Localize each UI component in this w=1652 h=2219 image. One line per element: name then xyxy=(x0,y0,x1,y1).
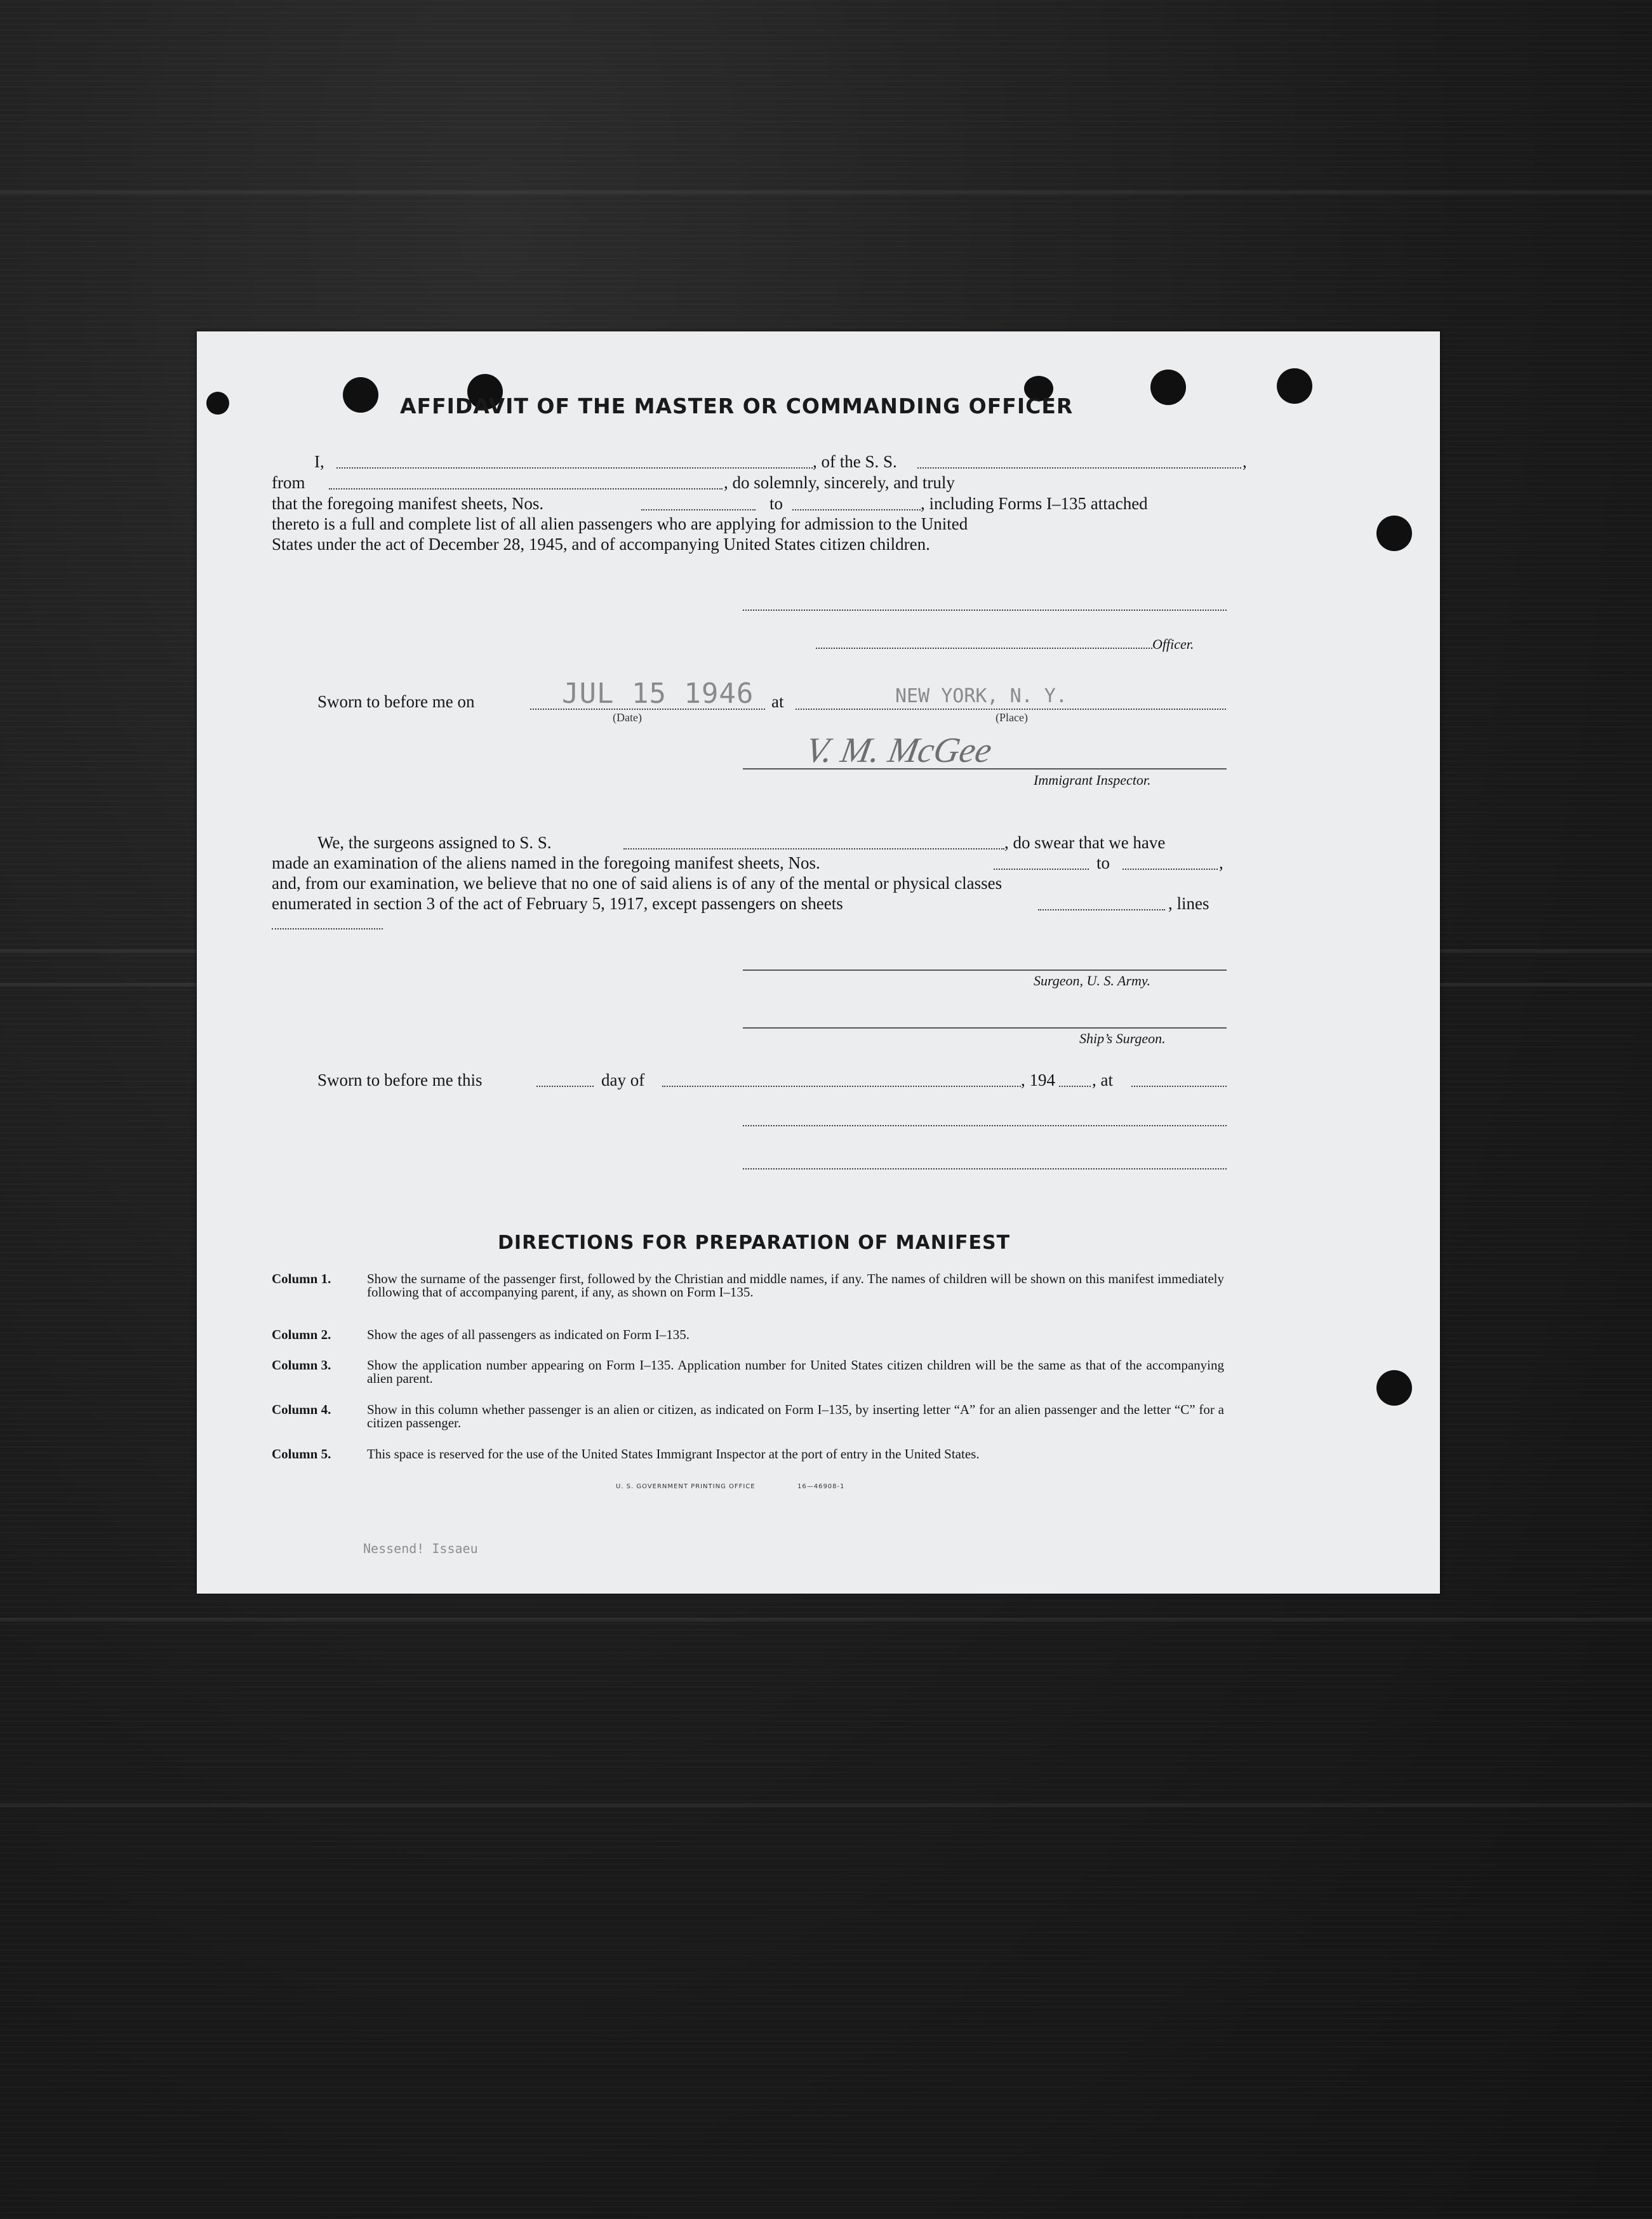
sworn-this-text: , 194 xyxy=(1021,1070,1055,1090)
punch-hole xyxy=(343,377,378,413)
ship-name-field[interactable] xyxy=(917,467,1241,469)
punch-hole xyxy=(1150,370,1186,405)
sworn-this-text: day of xyxy=(601,1070,645,1090)
surgeons-ship-field[interactable] xyxy=(623,848,1004,850)
sheets-from-field[interactable] xyxy=(641,509,756,510)
place-caption: (Place) xyxy=(996,711,1028,724)
excepted-lines-field[interactable] xyxy=(272,928,383,930)
direction-column-text: Show in this column whether passenger is an alien or citizen, as indicated on Form I–135, by inserting letter “A” for an alien passenger and the letter “C” for a citizen passenger. xyxy=(367,1402,1224,1430)
direction-column-label: Column 4. xyxy=(272,1402,331,1417)
punch-hole xyxy=(1277,368,1312,404)
excepted-sheets-field[interactable] xyxy=(1038,909,1165,910)
scan-band xyxy=(0,1618,1652,1622)
sworn-this-text: , at xyxy=(1092,1070,1113,1090)
surgeons-sheets-from-field[interactable] xyxy=(994,869,1089,870)
directions-title: DIRECTIONS FOR PREPARATION OF MANIFEST xyxy=(498,1232,1011,1254)
affidavit-text: , do solemnly, sincerely, and truly xyxy=(724,473,955,492)
direction-column-text: Show the surname of the passenger first, followed by the Christian and middle names, if any. The names of children will be shown on this manifest immediately following that of accompanying parent, if any, as shown on Form I–135. xyxy=(367,1271,1224,1300)
punch-hole xyxy=(206,392,229,415)
scan-band xyxy=(0,1803,1652,1807)
sheets-to-field[interactable] xyxy=(792,509,921,510)
sworn-month-field[interactable] xyxy=(662,1086,1021,1087)
army-surgeon-signature-line[interactable] xyxy=(743,970,1227,971)
smudged-stamp: Nessend! Issaeu xyxy=(363,1541,478,1556)
ship-surgeon-signature-line[interactable] xyxy=(743,1027,1227,1029)
direction-column-label: Column 5. xyxy=(272,1446,331,1462)
port-from-field[interactable] xyxy=(329,488,723,490)
surgeons-text: , xyxy=(1219,853,1223,872)
manifest-affidavit-page xyxy=(197,331,1440,1594)
surgeons-text: to xyxy=(1096,853,1110,872)
affidavit-text: States under the act of December 28, 1945, and of accompanying United States citizen children. xyxy=(272,535,930,554)
date-caption: (Date) xyxy=(613,711,642,724)
printer-imprint: U. S. GOVERNMENT PRINTING OFFICE xyxy=(616,1483,756,1490)
army-surgeon-label: Surgeon, U. S. Army. xyxy=(1034,973,1150,989)
sworn-label: Sworn to before me on xyxy=(317,692,475,711)
inspector-signature: V. M. McGee xyxy=(803,731,995,770)
master-name-field[interactable] xyxy=(336,467,813,469)
surgeons-text: enumerated in section 3 of the act of February 5, 1917, except passengers on sheets xyxy=(272,894,843,913)
at-label: at xyxy=(771,692,784,711)
direction-column-text: This space is reserved for the use of the United States Immigrant Inspector at the port of entry in the United States. xyxy=(367,1446,980,1462)
surgeons-sheets-to-field[interactable] xyxy=(1122,869,1218,870)
affidavit-text: to xyxy=(769,494,783,513)
inspector-signature-line[interactable] xyxy=(743,768,1227,770)
scan-band xyxy=(0,190,1652,194)
punch-hole xyxy=(1376,1370,1412,1406)
sworn-this-text: Sworn to before me this xyxy=(317,1070,483,1090)
sworn-place-field[interactable] xyxy=(1131,1086,1227,1087)
direction-column-label: Column 3. xyxy=(272,1357,331,1373)
place-stamp: NEW YORK, N. Y. xyxy=(895,685,1067,707)
direction-column-label: Column 2. xyxy=(272,1327,331,1342)
affidavit-title: AFFIDAVIT OF THE MASTER OR COMMANDING OFFICER xyxy=(400,394,1074,418)
punch-hole xyxy=(1376,516,1412,551)
surgeons-text: and, from our examination, we believe that no one of said aliens is of any of the mental or physical classes xyxy=(272,874,1003,893)
officer-signature-line[interactable] xyxy=(816,648,1152,649)
sworn-signature-line[interactable] xyxy=(743,1125,1227,1126)
direction-column-text: Show the application number appearing on Form I–135. Application number for United States citizen children will be the same as that of the accompanying alien parent. xyxy=(367,1357,1224,1386)
ship-surgeon-label: Ship’s Surgeon. xyxy=(1079,1030,1166,1046)
surgeons-text: made an examination of the aliens named in the foregoing manifest sheets, Nos. xyxy=(272,853,820,872)
direction-column-text: Show the ages of all passengers as indicated on Form I–135. xyxy=(367,1327,689,1342)
sworn-year-field[interactable] xyxy=(1059,1086,1091,1087)
affidavit-text: , xyxy=(1242,452,1247,471)
affidavit-text: from xyxy=(272,473,305,492)
affidavit-text: , including Forms I–135 attached xyxy=(921,494,1148,513)
affidavit-text: thereto is a full and complete list of all alien passengers who are applying for admission to the United xyxy=(272,514,968,533)
affidavit-text: I, xyxy=(314,452,324,471)
surgeons-text: We, the surgeons assigned to S. S. xyxy=(317,833,552,852)
officer-label: Officer. xyxy=(1152,636,1194,652)
affidavit-text: that the foregoing manifest sheets, Nos. xyxy=(272,494,544,513)
sworn-title-line[interactable] xyxy=(743,1168,1227,1169)
form-number: 16—46908-1 xyxy=(797,1483,845,1490)
inspector-label: Immigrant Inspector. xyxy=(1034,772,1151,788)
date-stamp: JUL 15 1946 xyxy=(562,677,754,710)
surgeons-text: , do swear that we have xyxy=(1004,833,1166,852)
surgeons-text: , lines xyxy=(1168,894,1209,913)
sworn-day-field[interactable] xyxy=(536,1086,594,1087)
affidavit-text: , of the S. S. xyxy=(813,452,897,471)
master-signature-line[interactable] xyxy=(743,610,1227,611)
place-field[interactable] xyxy=(796,709,1226,710)
direction-column-label: Column 1. xyxy=(272,1271,331,1286)
